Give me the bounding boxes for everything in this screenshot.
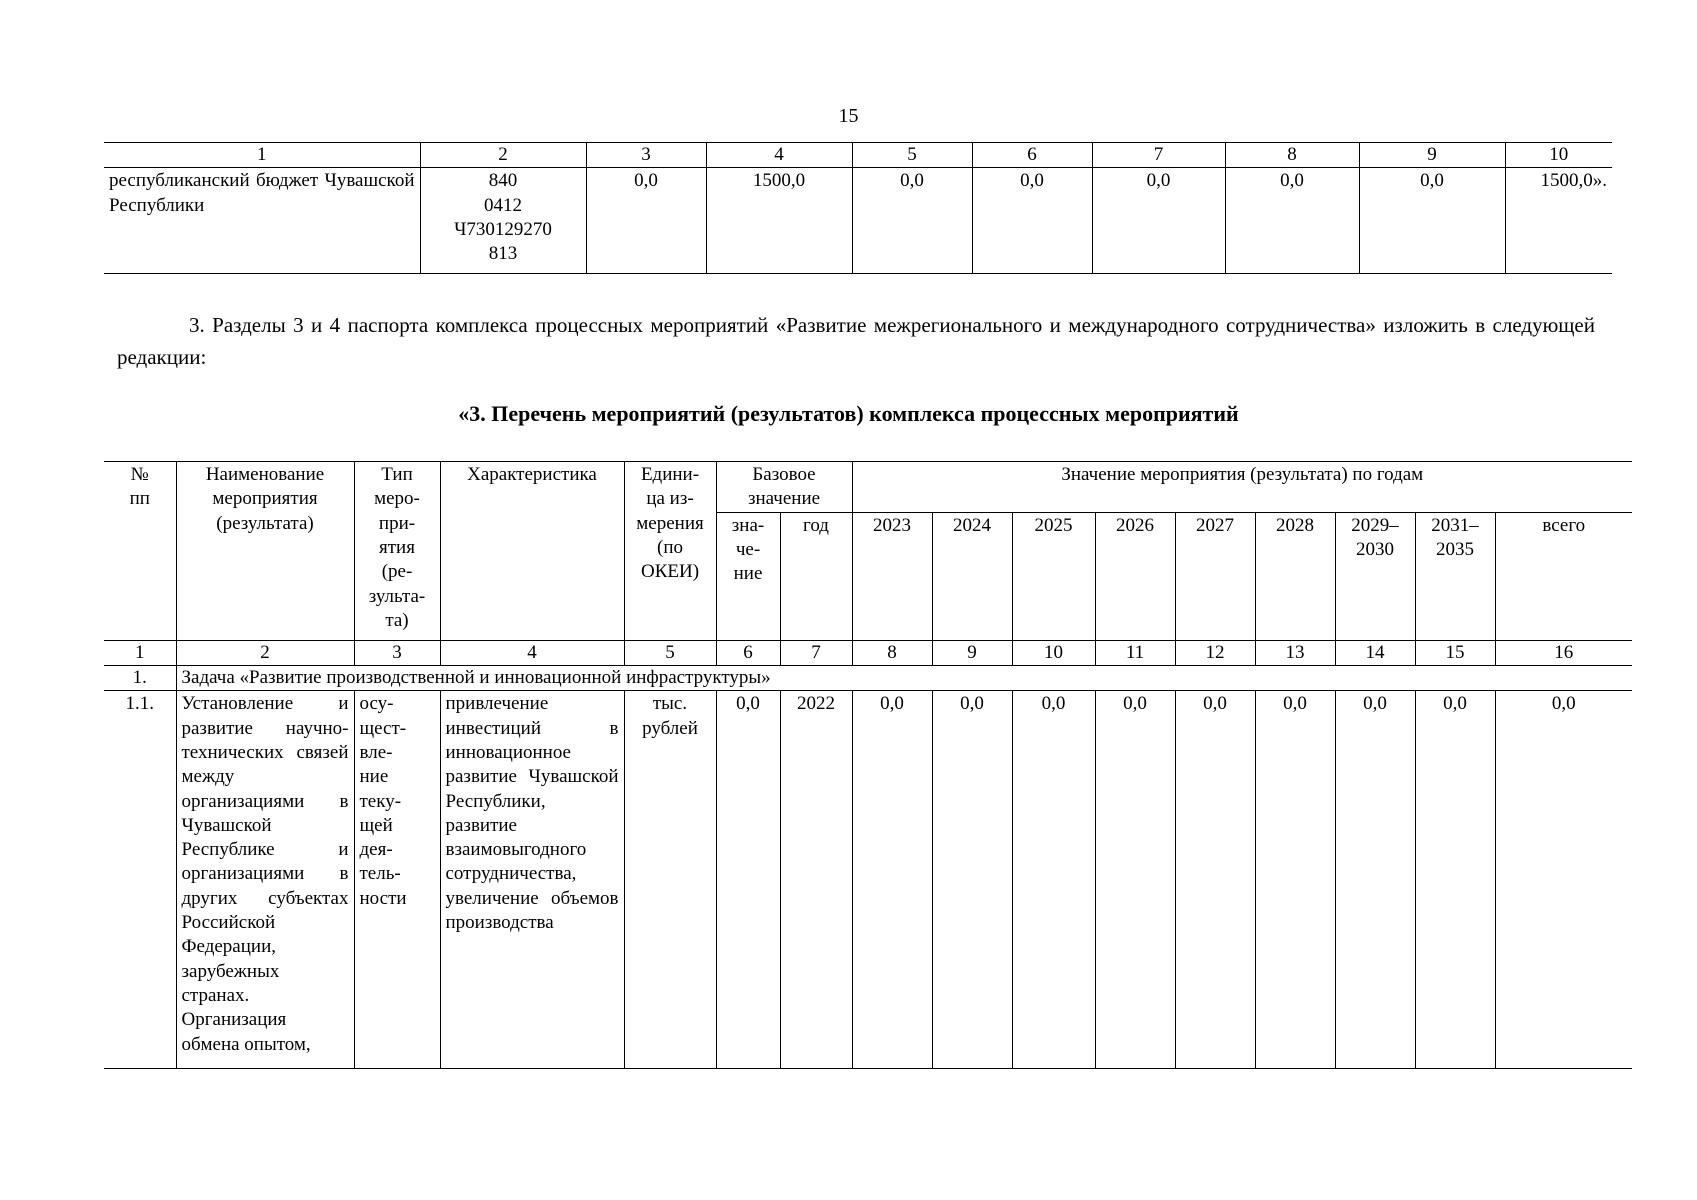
section-title: «3. Перечень мероприятий (результатов) комплекса процессных мероприятий — [458, 401, 1239, 426]
item-characteristic: привлечение инвестиций в инновационное развитие Чувашской Республики, развитие взаимовыгодного сотрудничества, увеличение объемов производства — [440, 691, 624, 1069]
header-base-year: год — [780, 512, 852, 640]
item-value: 0,0 — [1335, 691, 1415, 1069]
header-cell: 1 — [104, 143, 420, 168]
header-cell: 10 — [1505, 143, 1612, 168]
header-cell: 6 — [972, 143, 1092, 168]
funding-table-header-row — [104, 143, 1612, 168]
header-base: Базовое значение — [716, 462, 852, 513]
table-header-row — [104, 462, 1632, 513]
header-cell: 8 — [1225, 143, 1359, 168]
header-total: всего — [1495, 512, 1632, 640]
value-cell: 0,0 — [1225, 168, 1359, 274]
item-value: 0,0 — [1255, 691, 1335, 1069]
item-name: Установление и развитие научно-технических связей между организациями в Чувашской Республике и организациями в других субъектах Российской Федерации, зарубежных странах. Организация обмена опытом, — [176, 691, 354, 1069]
header-num: № пп — [104, 462, 176, 641]
value-cell-total: 1500,0». — [1505, 168, 1612, 274]
value-cell: 0,0 — [972, 168, 1092, 274]
header-cell: 7 — [1092, 143, 1225, 168]
header-cell: 5 — [852, 143, 972, 168]
header-year: 2026 — [1095, 512, 1175, 640]
item-value: 0,0 — [1012, 691, 1095, 1069]
measures-table — [104, 461, 1632, 1069]
header-year: 2024 — [932, 512, 1012, 640]
column-number: 12 — [1175, 640, 1255, 665]
header-base-value: зна- че- ние — [716, 512, 780, 640]
value-cell: 0,0 — [1359, 168, 1505, 274]
item-value: 0,0 — [932, 691, 1012, 1069]
table-row — [104, 691, 1632, 1069]
column-number: 8 — [852, 640, 932, 665]
page-number: 15 — [838, 105, 859, 127]
paragraph-3: 3. Разделы 3 и 4 паспорта комплекса процессных мероприятий «Развитие межрегионального и международного сотрудничества» изложить в следующей редакции: — [117, 313, 1595, 369]
item-base-year: 2022 — [780, 691, 852, 1069]
funding-source: республиканский бюджет Чувашской Республики — [104, 168, 420, 274]
item-num: 1.1. — [104, 691, 176, 1069]
column-number: 1 — [104, 640, 176, 665]
value-cell: 0,0 — [586, 168, 706, 274]
item-type: осу- щест- вле- ние теку- щей дея- тель- ности — [354, 691, 440, 1069]
task-text: Задача «Развитие производственной и инновационной инфраструктуры» — [176, 665, 1632, 690]
column-number: 10 — [1012, 640, 1095, 665]
column-number: 11 — [1095, 640, 1175, 665]
column-number: 7 — [780, 640, 852, 665]
header-year: 2029– 2030 — [1335, 512, 1415, 640]
header-year: 2031– 2035 — [1415, 512, 1495, 640]
budget-code: 840 0412 Ч730129270 813 — [420, 168, 586, 274]
value-cell: 0,0 — [852, 168, 972, 274]
value-cell: 1500,0 — [706, 168, 852, 274]
column-number: 2 — [176, 640, 354, 665]
column-number: 13 — [1255, 640, 1335, 665]
item-value: 0,0 — [1415, 691, 1495, 1069]
value-cell: 0,0 — [1092, 168, 1225, 274]
table-row — [104, 168, 1612, 274]
header-cell: 4 — [706, 143, 852, 168]
column-number: 3 — [354, 640, 440, 665]
header-name: Наименование мероприятия (результата) — [176, 462, 354, 641]
header-cell: 2 — [420, 143, 586, 168]
header-year: 2028 — [1255, 512, 1335, 640]
item-value: 0,0 — [1095, 691, 1175, 1069]
item-value: 0,0 — [852, 691, 932, 1069]
header-year: 2027 — [1175, 512, 1255, 640]
funding-table — [104, 142, 1612, 274]
task-row — [104, 665, 1632, 690]
header-characteristic: Характеристика — [440, 462, 624, 641]
header-year: 2023 — [852, 512, 932, 640]
item-unit: тыс. рублей — [624, 691, 716, 1069]
column-number: 15 — [1415, 640, 1495, 665]
header-year: 2025 — [1012, 512, 1095, 640]
header-cell: 3 — [586, 143, 706, 168]
header-unit: Едини- ца из- мерения (по ОКЕИ) — [624, 462, 716, 641]
item-value-total: 0,0 — [1495, 691, 1632, 1069]
task-num: 1. — [104, 665, 176, 690]
column-numbers-row — [104, 640, 1632, 665]
column-number: 6 — [716, 640, 780, 665]
item-base-value: 0,0 — [716, 691, 780, 1069]
column-number: 4 — [440, 640, 624, 665]
column-number: 9 — [932, 640, 1012, 665]
column-number: 14 — [1335, 640, 1415, 665]
column-number: 16 — [1495, 640, 1632, 665]
header-type: Тип меро- при- ятия (ре- зульта- та) — [354, 462, 440, 641]
column-number: 5 — [624, 640, 716, 665]
header-cell: 9 — [1359, 143, 1505, 168]
header-values-by-years: Значение мероприятия (результата) по годам — [852, 462, 1632, 513]
item-value: 0,0 — [1175, 691, 1255, 1069]
